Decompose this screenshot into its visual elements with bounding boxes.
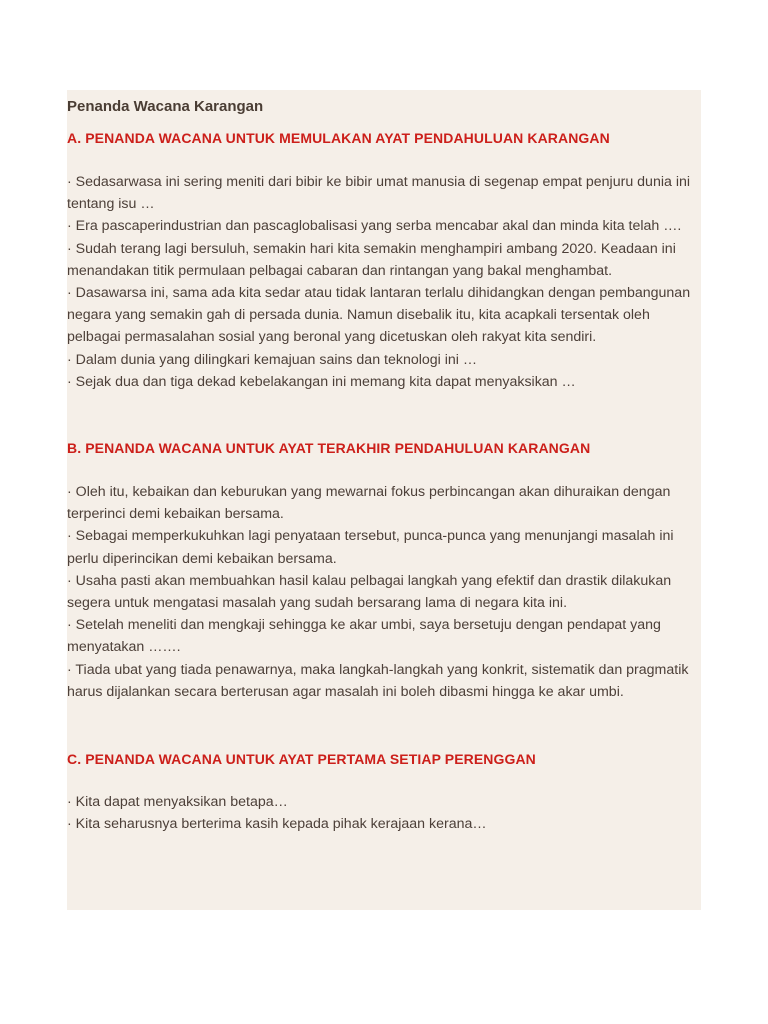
section-c-list: [67, 791, 701, 835]
list-item: · Kita seharusnya berterima kasih kepada pihak kerajaan kerana…: [67, 816, 487, 833]
list-item: · Kita dapat menyaksikan betapa…: [67, 794, 288, 811]
section-b-list: [67, 481, 701, 703]
section-c-heading: C. PENANDA WACANA UNTUK AYAT PERTAMA SETIAP PERENGGAN: [67, 751, 536, 768]
section-a-list: [67, 171, 701, 393]
list-item: · Sejak dua dan tiga dekad kebelakangan ini memang kita dapat menyaksikan …: [67, 373, 576, 390]
list-item: · Dalam dunia yang dilingkari kemajuan sains dan teknologi ini …: [67, 351, 478, 368]
list-item: · Era pascaperindustrian dan pascaglobalisasi yang serba mencabar akal dan minda kita telah ….: [67, 218, 682, 235]
document-title: Penanda Wacana Karangan: [67, 98, 264, 115]
list-item: · Usaha pasti akan membuahkan hasil kalau pelbagai langkah yang efektif dan drastik dilakukan segera untuk mengatasi masalah yang sudah bersarang lama di negara kita ini.: [67, 572, 672, 612]
list-item: · Oleh itu, kebaikan dan keburukan yang mewarnai fokus perbincangan akan dihuraikan dengan terperinci demi kebaikan bersama.: [67, 484, 671, 523]
list-item: · Sedasarwasa ini sering meniti dari bibir ke bibir umat manusia di segenap empat penjuru dunia ini tentang isu …: [67, 174, 691, 213]
section-b-heading: B. PENANDA WACANA UNTUK AYAT TERAKHIR PENDAHULUAN KARANGAN: [67, 440, 591, 457]
document-panel: [67, 90, 701, 910]
list-item: · Sudah terang lagi bersuluh, semakin hari kita semakin menghampiri ambang 2020. Keadaan ini menandakan titik permulaan pelbagai cabaran dan rintangan yang bakal menghambat.: [67, 240, 676, 279]
list-item: · Tiada ubat yang tiada penawarnya, maka langkah-langkah yang konkrit, sistematik dan pragmatik harus dijalankan secara berterusan agar masalah ini boleh dibasmi hingga ke akar umbi.: [67, 661, 689, 700]
section-a-heading: A. PENANDA WACANA UNTUK MEMULAKAN AYAT PENDAHULUAN KARANGAN: [67, 130, 610, 146]
list-item: · Setelah meneliti dan mengkaji sehingga ke akar umbi, saya bersetuju dengan pendapat yang menyatakan …….: [67, 617, 661, 656]
list-item: · Sebagai memperkukuhkan lagi penyataan tersebut, punca-punca yang menunjangi masalah ini perlu diperincikan demi kebaikan bersama.: [67, 528, 674, 567]
list-item: · Dasawarsa ini, sama ada kita sedar atau tidak lantaran terlalu dihidangkan dengan pembangunan negara yang semakin gah di persada dunia. Namun disebalik itu, kita acapkali tersentak oleh pelbagai permasalahan sosial yang beronal yang dicetuskan oleh rakyat kita sendiri.: [67, 285, 691, 346]
